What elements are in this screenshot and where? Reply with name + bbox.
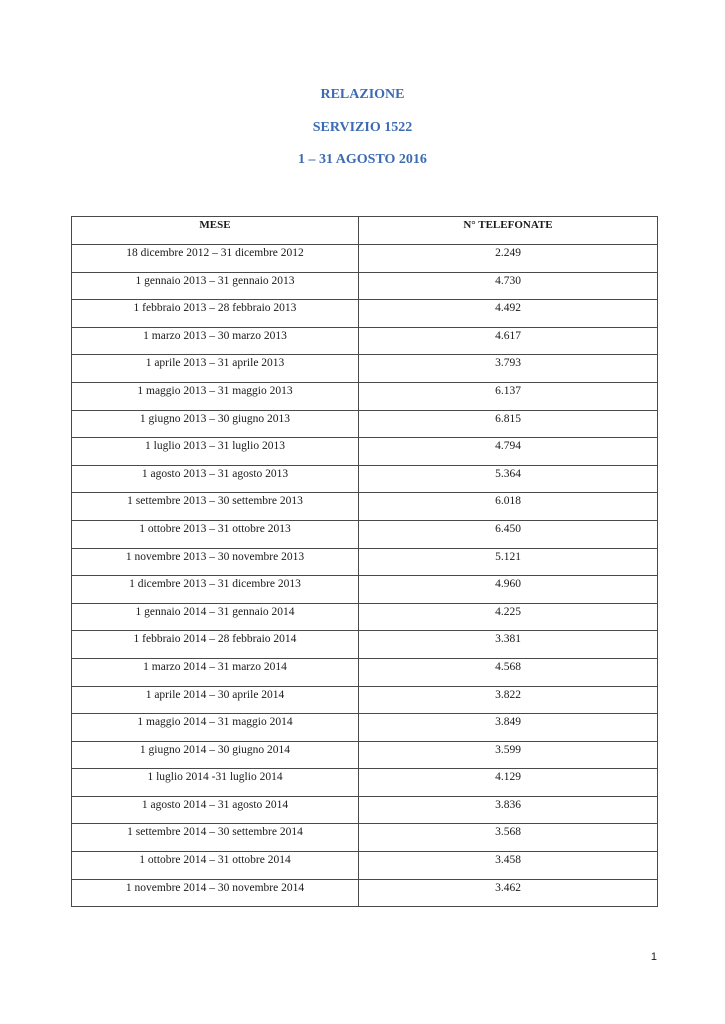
cell-call-count: 3.568: [359, 824, 658, 852]
cell-call-count: 3.458: [359, 852, 658, 880]
table-row: [72, 796, 658, 824]
cell-period: 1 maggio 2014 – 31 maggio 2014: [72, 714, 359, 742]
cell-call-count: 3.793: [359, 355, 658, 383]
cell-call-count: 4.730: [359, 272, 658, 300]
cell-period: 1 gennaio 2013 – 31 gennaio 2013: [72, 272, 359, 300]
cell-call-count: 3.381: [359, 631, 658, 659]
title-servizio: SERVIZIO 1522: [312, 120, 413, 135]
table-row: [72, 631, 658, 659]
cell-call-count: 3.849: [359, 714, 658, 742]
column-header-telefonate: N° TELEFONATE: [359, 217, 658, 245]
cell-period: 1 febbraio 2014 – 28 febbraio 2014: [72, 631, 359, 659]
title-relazione: RELAZIONE: [320, 87, 405, 102]
page-number: 1: [650, 951, 657, 963]
calls-table: [71, 216, 658, 907]
cell-period: 1 maggio 2013 – 31 maggio 2013: [72, 382, 359, 410]
cell-call-count: 4.492: [359, 300, 658, 328]
cell-call-count: 6.450: [359, 520, 658, 548]
cell-call-count: 4.568: [359, 658, 658, 686]
table-header: [72, 217, 658, 245]
table-row: [72, 879, 658, 907]
table-row: [72, 272, 658, 300]
cell-period: 1 agosto 2014 – 31 agosto 2014: [72, 796, 359, 824]
cell-period: 1 marzo 2014 – 31 marzo 2014: [72, 658, 359, 686]
header-row: [72, 217, 658, 245]
cell-call-count: 3.836: [359, 796, 658, 824]
table-row: [72, 852, 658, 880]
cell-period: 1 settembre 2014 – 30 settembre 2014: [72, 824, 359, 852]
cell-call-count: 6.137: [359, 382, 658, 410]
cell-period: 1 ottobre 2013 – 31 ottobre 2013: [72, 520, 359, 548]
cell-period: 1 novembre 2014 – 30 novembre 2014: [72, 879, 359, 907]
cell-period: 1 settembre 2013 – 30 settembre 2013: [72, 493, 359, 521]
cell-call-count: 6.018: [359, 493, 658, 521]
table-row: [72, 603, 658, 631]
table-row: [72, 300, 658, 328]
cell-call-count: 3.599: [359, 741, 658, 769]
cell-period: 1 ottobre 2014 – 31 ottobre 2014: [72, 852, 359, 880]
cell-period: 1 agosto 2013 – 31 agosto 2013: [72, 465, 359, 493]
cell-period: 18 dicembre 2012 – 31 dicembre 2012: [72, 245, 359, 273]
cell-call-count: 3.462: [359, 879, 658, 907]
cell-call-count: 6.815: [359, 410, 658, 438]
cell-call-count: 3.822: [359, 686, 658, 714]
table-row: [72, 493, 658, 521]
cell-call-count: 4.794: [359, 438, 658, 466]
table-row: [72, 548, 658, 576]
table-row: [72, 410, 658, 438]
table-row: [72, 520, 658, 548]
cell-period: 1 febbraio 2013 – 28 febbraio 2013: [72, 300, 359, 328]
table-row: [72, 576, 658, 604]
cell-call-count: 2.249: [359, 245, 658, 273]
table-row: [72, 327, 658, 355]
cell-period: 1 aprile 2014 – 30 aprile 2014: [72, 686, 359, 714]
cell-period: 1 novembre 2013 – 30 novembre 2013: [72, 548, 359, 576]
table-row: [72, 465, 658, 493]
cell-period: 1 giugno 2014 – 30 giugno 2014: [72, 741, 359, 769]
table-row: [72, 769, 658, 797]
cell-call-count: 4.617: [359, 327, 658, 355]
cell-period: 1 dicembre 2013 – 31 dicembre 2013: [72, 576, 359, 604]
title-period: 1 – 31 AGOSTO 2016: [298, 152, 427, 167]
cell-call-count: 4.225: [359, 603, 658, 631]
table-row: [72, 355, 658, 383]
table-row: [72, 686, 658, 714]
cell-period: 1 gennaio 2014 – 31 gennaio 2014: [72, 603, 359, 631]
table-row: [72, 658, 658, 686]
cell-call-count: 5.364: [359, 465, 658, 493]
table-row: [72, 714, 658, 742]
cell-period: 1 luglio 2013 – 31 luglio 2013: [72, 438, 359, 466]
cell-call-count: 5.121: [359, 548, 658, 576]
cell-call-count: 4.129: [359, 769, 658, 797]
cell-period: 1 marzo 2013 – 30 marzo 2013: [72, 327, 359, 355]
table-row: [72, 824, 658, 852]
table-row: [72, 438, 658, 466]
cell-period: 1 giugno 2013 – 30 giugno 2013: [72, 410, 359, 438]
cell-period: 1 luglio 2014 -31 luglio 2014: [72, 769, 359, 797]
table-row: [72, 245, 658, 273]
column-header-mese: MESE: [72, 217, 359, 245]
cell-period: 1 aprile 2013 – 31 aprile 2013: [72, 355, 359, 383]
cell-call-count: 4.960: [359, 576, 658, 604]
table-row: [72, 741, 658, 769]
table-row: [72, 382, 658, 410]
table-body: [72, 245, 658, 907]
